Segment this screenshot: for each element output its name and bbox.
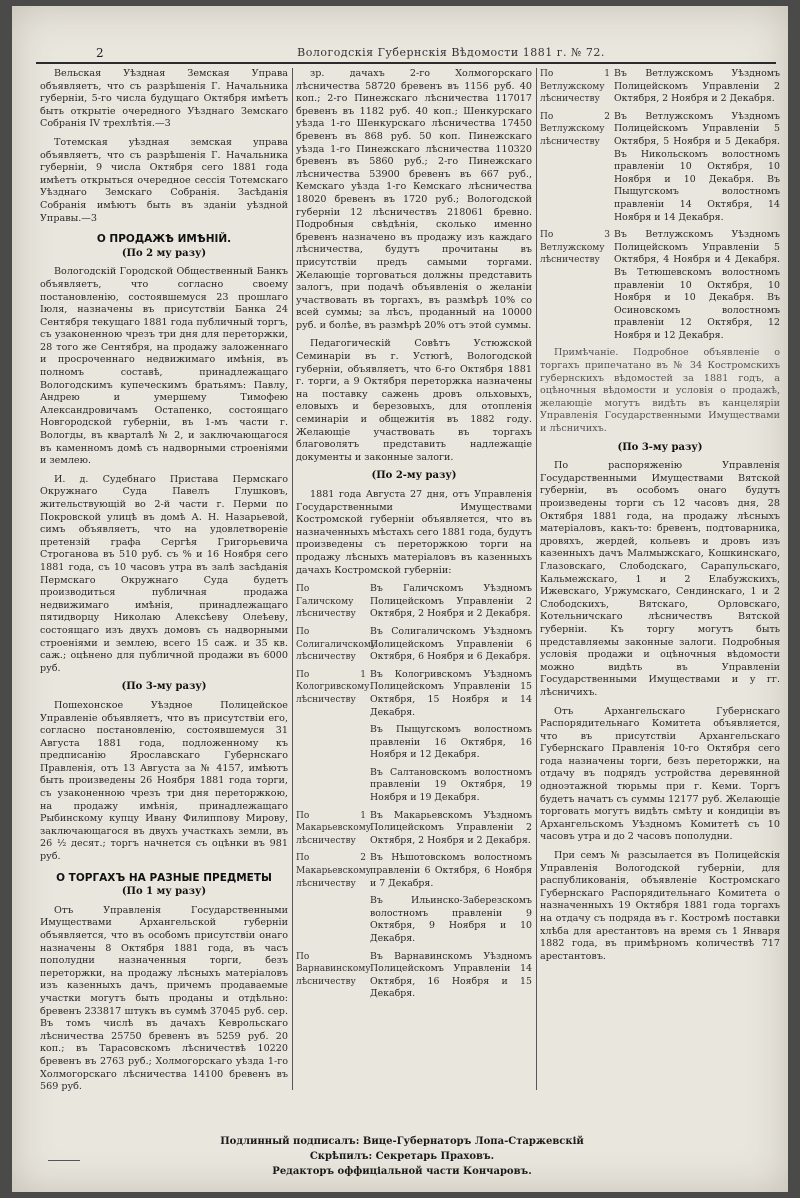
section-heading: О ТОРГАХЪ НА РАЗНЫЕ ПРЕДМЕТЫ — [56, 871, 272, 884]
auction-dates: Въ Галичскомъ Уѣздномъ Полицейскомъ Управленіи 2 Октября, 2 Ноября и 2 Декабря. — [370, 583, 532, 620]
newspaper-page — [12, 6, 788, 1192]
section-subheading: (По 3-му разу) — [121, 681, 207, 693]
section-subheading: (По 2-му разу) — [371, 470, 457, 482]
auction-dates: Въ Солигаличскомъ Уѣздномъ Полицейскомъ Управленіи 6 Октября, 6 Ноября и 6 Декабря. — [370, 625, 532, 663]
notice: Вологодскій Городской Общественный Банкъ объявляетъ, что согласно своему постановленію, состоявшемуся 23 прошлаго Іюля, назначены въ присутствіи Банка 24 Сентября текущаго 1881 года публичный торгъ, съ узаконенною чрезъ три дня для переторжки, 28 того же Сентября, на продажу заложеннаго и просроченнаго недвижимаго имѣнія, въ полномъ составѣ, принадлежащаго Вологодскимъ купеческимъ братьямъ: Павлу, Андрею и умершему Тимофею Александровичамъ Остапенко, состоящаго Новгородской губерніи, въ 1-мъ части г. Вологды, въ кварталѣ № 2, и заключающагося въ каменномъ домѣ съ надворными строеніями и землею. — [40, 266, 288, 467]
forestry-district — [296, 895, 366, 945]
forestry-district: По Варнавинскому лѣсничеству — [296, 951, 371, 987]
schedule-entry — [296, 767, 532, 805]
column-middle — [296, 68, 532, 1092]
forestry-district — [296, 724, 366, 762]
schedule-entry — [296, 583, 532, 621]
page-number: 2 — [96, 46, 104, 60]
forestry-district: По 1 Макарьевскому лѣсничеству — [296, 810, 372, 846]
schedule-entry — [540, 229, 780, 342]
notice: Пошехонское Уѣздное Полицейское Управленіе объявляетъ, что въ присутствіи его, согласно постановленію, состоявшемуся 31 Августа 1881 года, подложенному къ предписанію Ярославскаго Губернскаго Правленія, отъ 13 Августа за № 4157, имѣютъ быть произведены 26 Ноября 1881 года торги, съ узаконенною чрезъ три дня переторжкою, на продажу имѣнія, принадлежащаго Рыбинскому купцу Ивану Филиппову Мирову, заключающагося въ двухъ участкахъ земли, въ 26 ½ десят.; торгъ начнется съ оцѣнки въ 981 руб. — [40, 699, 288, 863]
auction-dates: Въ Ильинско-Заберезскомъ волостномъ правленіи 9 Октября, 9 Ноября и 10 Декабря. — [370, 895, 532, 944]
forestry-district: По 2 Макарьевскому лѣсничеству — [296, 853, 372, 889]
auction-dates: Въ Салтановскомъ волостномъ правленіи 19 Октября, 19 Ноября и 19 Декабря. — [370, 766, 532, 804]
schedule-entry — [296, 895, 532, 945]
auction-dates: Въ Пыщугскомъ волостномъ правленіи 16 Октября, 16 Ноября и 12 Декабря. — [370, 724, 532, 761]
auction-dates: Въ Кологривскомъ Уѣздномъ Полицейскомъ Управленіи 15 Октября, 15 Ноября и 14 Декабря. — [370, 668, 532, 718]
masthead: Вологодскія Губернскія Вѣдомости 1881 г. № 72. — [297, 46, 605, 59]
notice: По распоряженію Управленія Государственными Имуществами Вятской губерніи, въ особомъ онаго будутъ произведены торги съ 12 часовъ дня, 28 Октября 1881 года, на продажу лѣсныхъ матеріаловъ, какъ-то: бревенъ, подтоварника, дровяхъ, жердей, кольевъ и дровъ изъ казенныхъ дачъ Малмыжскаго, Кошкинскаго, Глазовскаго, Слободскаго, Сарапульскаго, Кальмежскаго, 1 и 2 Елабужскихъ, Ижевскаго, Уржумскаго, Сендинскаго, 1 и 2 Слободскихъ, Вятскаго, Орловскаго, Котельничскаго лѣсничествъ Вятской губерніи. Къ торгу могутъ быть представляемы законные залоги. Подробныя условія продажи и оцѣночныя вѣдомости можно видѣть въ Управленіи Государственными Имуществами и у гг. лѣсничихъ. — [540, 460, 780, 698]
notice: При семъ № разсылается въ Полицейскія Управленія Вологодской губерніи, для распубликованія, объявленіе Костромскаго Губернскаго Распорядительнаго Комитета о назначенныхъ 19 Октября 1881 года торгахъ на отдачу съ подряда въ г. Костромѣ поставки хлѣба для арестантовъ на время съ 1 Января 1882 года, въ примѣрномъ количествѣ 717 арестантовъ. — [540, 850, 780, 962]
notice: Отъ Архангельскаго Губернскаго Распорядительнаго Комитета объявляется, что въ присутствіи Архангельскаго Губернскаго Правленія 10-го Октября сего года назначены торги, безъ переторжки, на отдачу въ подрядъ устройства деревянной одноэтажной тюрьмы при г. Кеми. Торгъ будетъ начатъ съ суммы 12177 руб. Желающіе торговать могутъ видѣть смѣту и кондиціи въ Архангельскомъ Уѣздномъ Комитетѣ съ 10 часовъ утра и до 2 часовъ пополудни. — [540, 705, 780, 843]
notice: И. д. Судебнаго Пристава Пермскаго Окружнаго Суда Павелъ Глушковъ, жительствующій во 2-й части г. Перми по Покровской улицѣ въ домѣ А. Н. Назарьевой, симъ объявляетъ, что на удовлетвореніе претензій графа Сергѣя Григорьевича Строганова въ 510 руб. съ % и 16 Ноября сего 1881 года, съ 10 часовъ утра въ залѣ засѣданія Пермскаго Окружнаго Суда будетъ производиться публичная продажа недвижимаго имѣнія, принадлежащаго пятидворцу Николаю Алексѣеву Олеѣеву, состоящаго изъ двухъ домовъ съ надворными строеніями и землею, всего 15 саж. и 35 кв. саж.; оцѣнено для публичной продажи въ 6000 руб. — [40, 473, 288, 674]
section-subheading: (По 1 му разу) — [121, 886, 207, 898]
forestry-district: По Солигаличскому лѣсничеству — [296, 626, 377, 663]
auction-dates: Въ Ветлужскомъ Уѣздномъ Полицейскомъ Управленіи 5 Октября, 4 Ноября и 4 Декабря. Въ Тетюшевскомъ волостномъ правленіи 10 Октября, 10 Ноября и 10 Декабря. Въ Осиновскомъ волостномъ правленіи 12 Октября, 12 Ноября и 12 Декабря. — [614, 229, 780, 341]
column-left — [40, 68, 288, 1092]
remark: Примѣчаніе. Подробное объявленіе о торгахъ припечатано въ № 34 Костромскихъ губернскихъ вѣдомостей за 1881 годъ, а оцѣночныя вѣдомости и условія о продажѣ, желающіе могутъ видѣть въ канцеляріи Управленія Государственными Имуществами и лѣсничихъ. — [540, 347, 780, 435]
page-header — [36, 40, 776, 64]
forestry-district: По 3 Ветлужскому лѣсничеству — [540, 230, 610, 266]
section-subheading: (По 3-му разу) — [617, 441, 703, 453]
signature-line: Скрѣпилъ: Секретарь Праховъ. — [309, 1151, 495, 1162]
section-heading: О ПРОДАЖѢ ИМѢНІЙ. — [96, 233, 232, 246]
notice: Отъ Управленія Государственными Имуществами Архангельской губерніи объявляется, что въ особомъ присутствіи онаго назначены 8 Октября 1881 года, въ часъ пополудни назначенныя торги, безъ переторжки, на продажу лѣсныхъ матеріаловъ изъ казенныхъ дачъ, причемъ продаваемые участки могутъ быть проданы и отдѣльно: бревенъ 233817 штукъ въ суммѣ 37045 руб. сер. Въ томъ числѣ въ дачахъ Кеврольскаго лѣсничества 25750 бревенъ въ 5259 руб. 20 коп.; въ Тарасовскомъ лѣсничествѣ 10220 бревенъ въ 2763 руб.; Холмогорскаго уѣзда 1-го Холмогорскаго лѣсничества 14100 бревенъ въ 569 руб. — [40, 904, 288, 1092]
schedule-entry — [296, 724, 532, 762]
forestry-district — [296, 767, 366, 805]
auction-dates: Въ Ветлужскомъ Уѣздномъ Полицейскомъ Управленіи 2 Октября, 2 Ноября и 2 Декабря. — [614, 68, 780, 105]
auction-dates: Въ Варнавинскомъ Уѣздномъ Полицейскомъ Управленіи 14 Октября, 16 Ноября и 15 Декабря. — [370, 950, 532, 1000]
schedule-entry — [296, 669, 532, 719]
schedule-entry — [296, 810, 532, 848]
notice: Педагогическій Совѣтъ Устюжской Семинаріи въ г. Устюгѣ, Вологодской губерніи, объявляетъ, что 6-го Октября 1881 г. торги, а 9 Октября переторжка назначены на поставку сажень дровъ ольховыхъ, еловыхъ и березовыхъ, для отопленія семинаріи и общежитія въ 1882 году. Желающіе участвовать въ торгахъ благоволятъ представить надлежащіе документы и законные залоги. — [296, 338, 532, 463]
schedule-entry — [540, 111, 780, 224]
schedule-entry — [540, 68, 780, 106]
signature-line: Редакторъ оффиціальной части Кончаровъ. — [272, 1166, 532, 1177]
schedule-entry — [296, 951, 532, 1001]
notice: зр. дачахъ 2-го Холмогорскаго лѣсничества 58720 бревенъ въ 1156 руб. 40 коп.; 2-го Пинежскаго лѣсничества 117017 бревенъ въ 1182 руб. 40 коп.; Шенкурскаго уѣзда 1-го Шенкурскаго лѣсничества 17450 бревенъ въ 868 руб. 50 коп. Пинежскаго уѣзда 1-го Пинежскаго лѣсничества 110320 бревенъ въ 5860 руб.; 2-го Пинежскаго лѣсничества 53900 бревенъ въ 667 руб., Кемскаго уѣзда 1-го Кемскаго лѣсничества 18020 бревенъ въ 1720 руб.; Вологодской губерніи 12 лѣсничествъ 218061 бревно. Подробныя свѣдѣнія, сколько именно бревенъ назначено въ продажу изъ каждаго лѣсничества, будутъ прочитаны въ присутствіи предъ самыми торгами. Желающіе торговаться должны представить залогъ, при подачѣ объявленія о желаніи участвовать въ торгахъ, въ размѣрѣ 10% со всей суммы; за лѣсъ, проданный на 10000 руб. и болѣе, въ размѣрѣ 20% отъ этой суммы. — [296, 68, 532, 331]
notice: Тотемская уѣздная земская управа объявляетъ, что съ разрѣшенія Г. Начальника губерніи, 9 числа Октября сего 1881 года имѣетъ открыться очередное сессія Тотемскаго Уѣзднаго Земскаго Собранія. Засѣданія Собранія имѣютъ быть въ зданіи уѣздной Управы.—3 — [40, 136, 288, 224]
signature-block — [212, 1134, 592, 1179]
handwritten-mark — [48, 1136, 80, 1161]
schedule-entry — [296, 852, 532, 890]
notice: 1881 года Августа 27 дня, отъ Управленія Государственными Имуществами Костромской губерніи объявляется, что въ назначенныхъ мѣстахъ сего 1881 года, будутъ произведены съ переторжкою торги на продажу лѣсныхъ матеріаловъ въ казенныхъ дачахъ Костромской губерніи: — [296, 489, 532, 576]
column-divider — [292, 68, 293, 1090]
section-subheading: (По 2 му разу) — [121, 247, 207, 259]
auction-schedule — [540, 68, 780, 342]
auction-schedule — [296, 583, 532, 1001]
forestry-district: По 1 Кологривскому лѣсничеству — [296, 669, 370, 705]
column-divider — [536, 68, 537, 1090]
column-right — [540, 68, 780, 1092]
forestry-district: По 1 Ветлужскому лѣсничеству — [540, 69, 610, 105]
signature-line: Подлинный подписалъ: Вице-Губернаторъ Лопа-Старжевскій — [220, 1136, 584, 1147]
auction-dates: Въ Ветлужскомъ Уѣздномъ Полицейскомъ Управленіи 5 Октября, 5 Ноября и 5 Декабря. Въ Никольскомъ волостномъ правленіи 10 Октября, 10 Ноября и 10 Декабря. Въ Пыщугскомъ волостномъ правленіи 14 Октября, 14 Ноября и 14 Декабря. — [614, 110, 780, 223]
auction-dates: Въ Макарьевскомъ Уѣздномъ Полицейскомъ Управленіи 2 Октября, 2 Ноября и 2 Декабря. — [370, 809, 532, 846]
forestry-district: По Галичскому лѣсничеству — [296, 584, 356, 620]
auction-dates: Въ Нѣшотовскомъ волостномъ правленіи 6 Октября, 6 Ноября и 7 Декабря. — [370, 852, 532, 889]
forestry-district: По 2 Ветлужскому лѣсничеству — [540, 111, 610, 147]
schedule-entry — [296, 626, 532, 664]
notice: Вельская Уѣздная Земская Управа объявляетъ, что съ разрѣшенія Г. Начальника губерніи, 5-го числа будущаго Октября имѣетъ быть открытіе очередного Уѣзднаго Земскаго Собранія IV трехлѣтія.—3 — [40, 68, 288, 130]
